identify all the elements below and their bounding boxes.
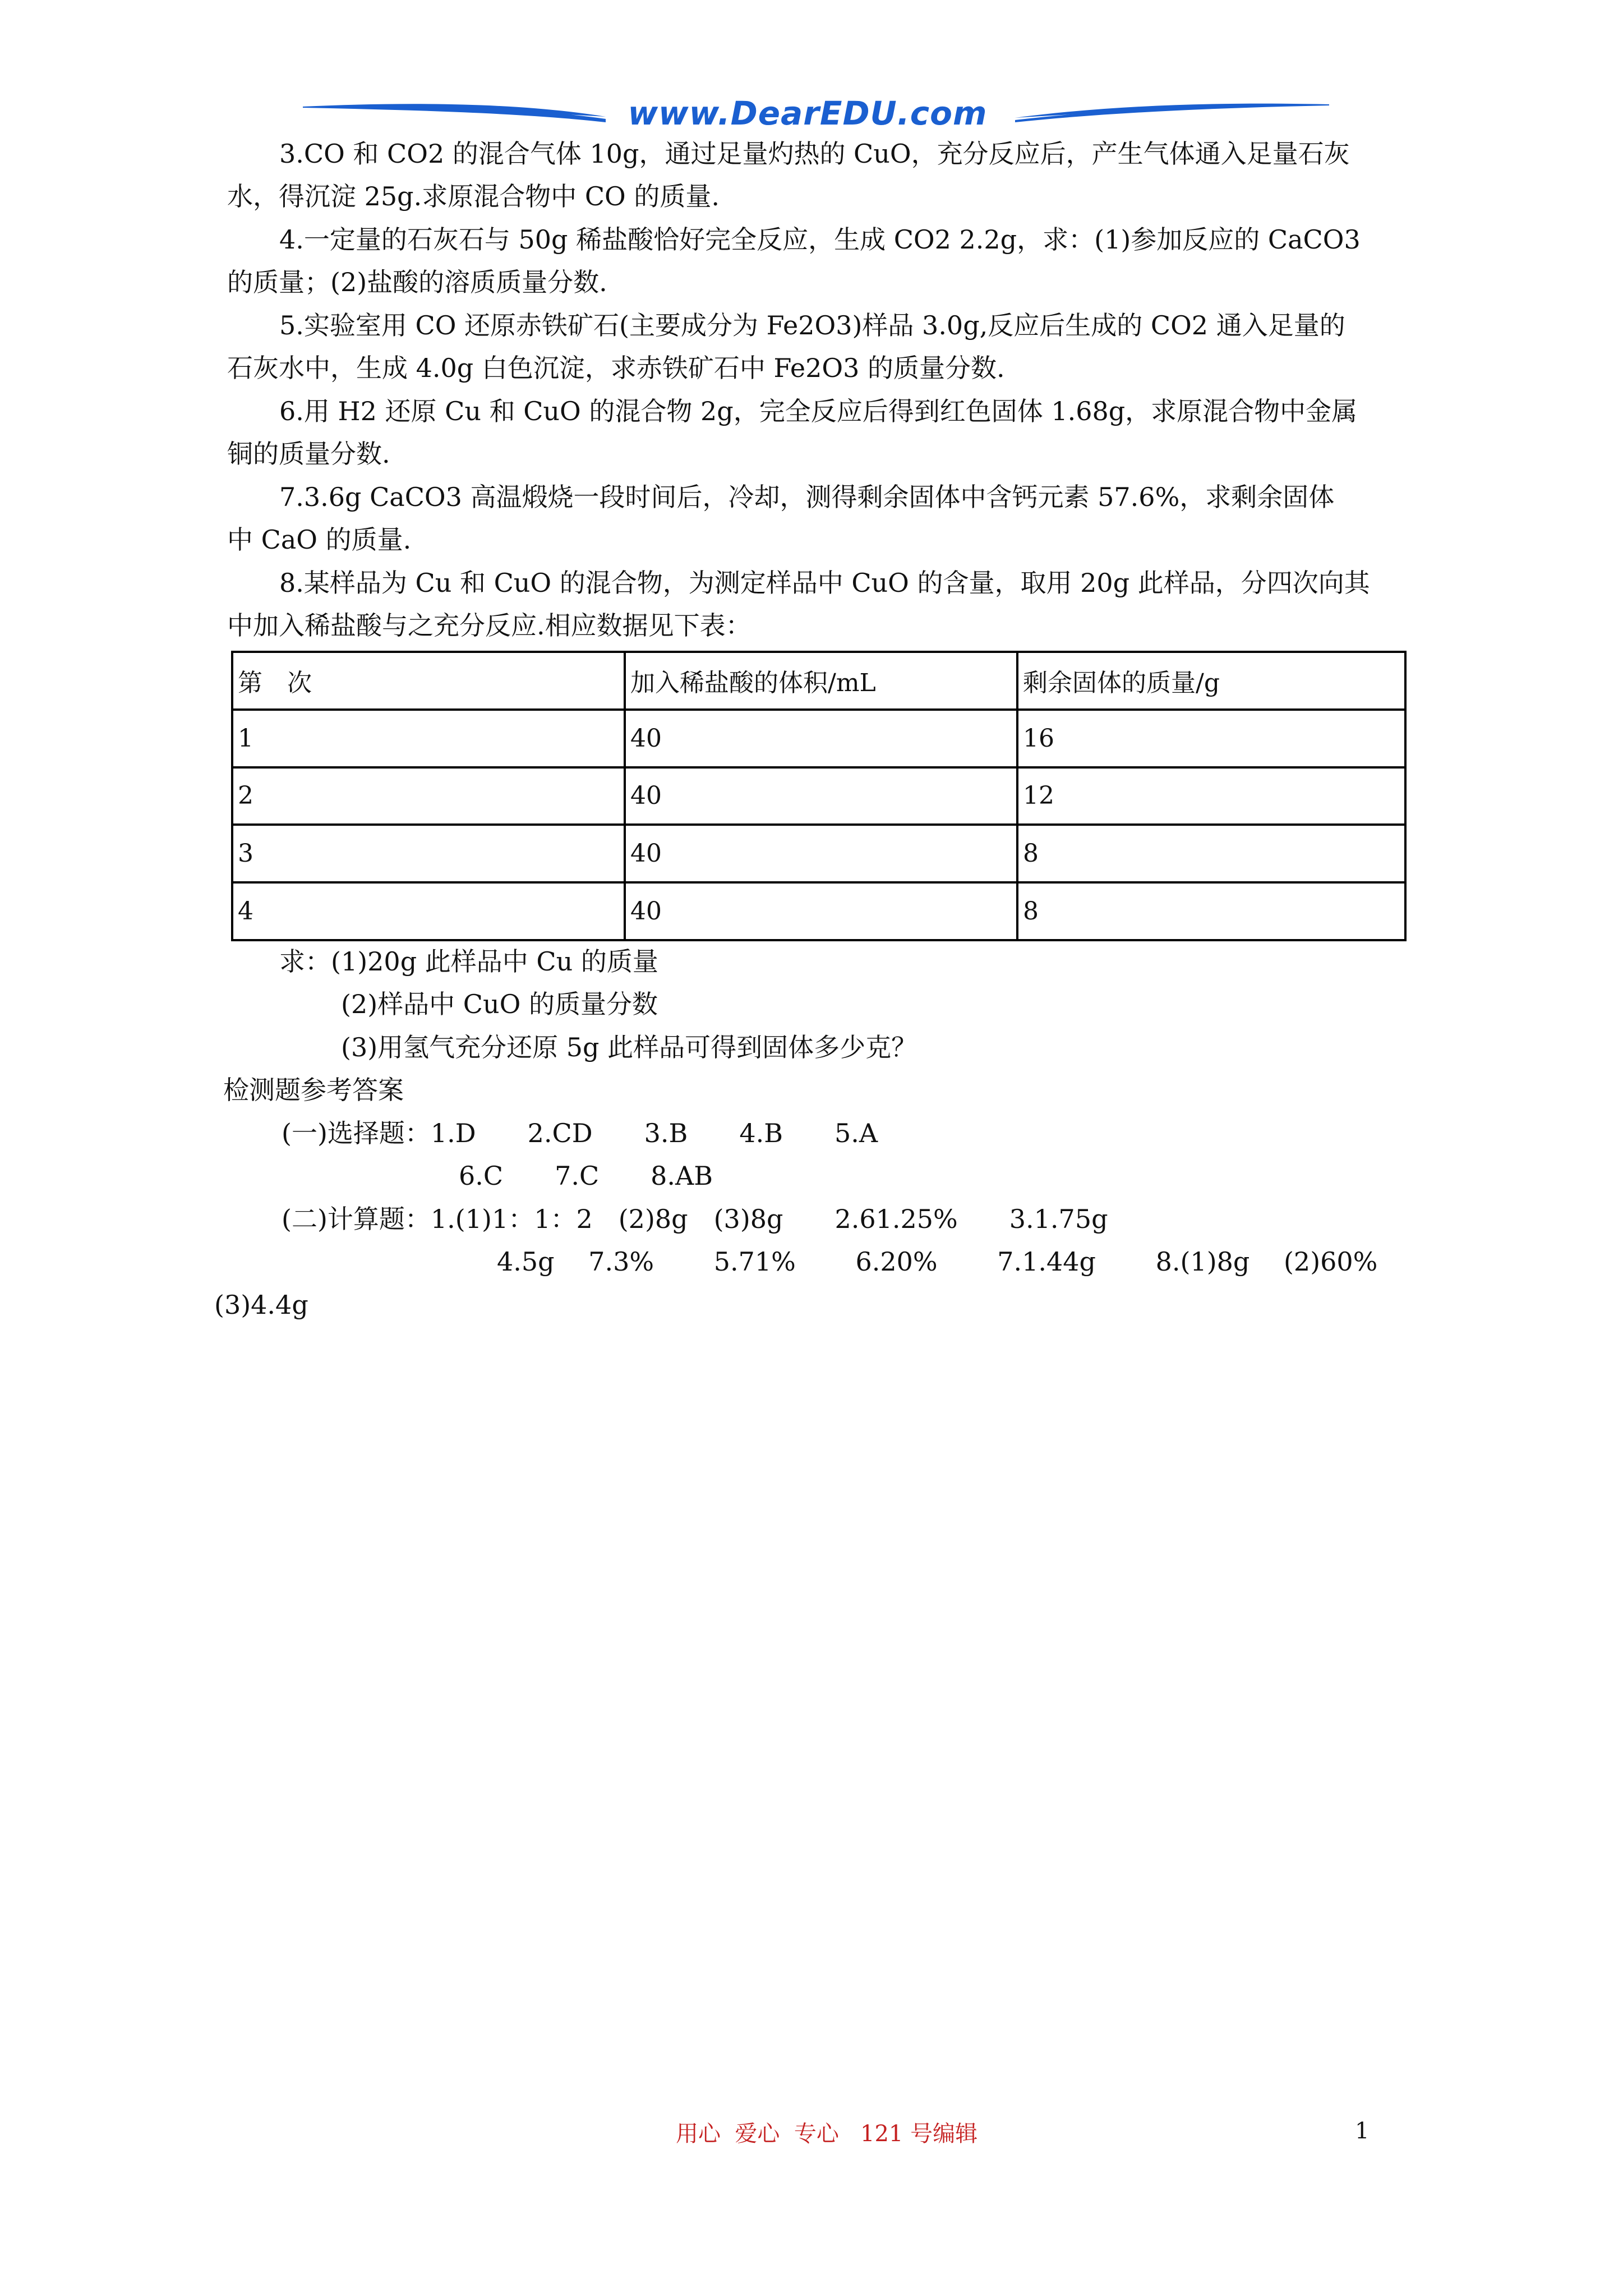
problem-5-line-1: 5.实验室用 CO 还原赤铁矿石(主要成分为 Fe2O3)样品 3.0g,反应后生成的 CO2 通入足量的 [279, 310, 1345, 341]
table-header-cell: 剩余固体的质量/g [1017, 652, 1405, 710]
problem-8-line-2: 中加入稀盐酸与之充分反应.相应数据见下表： [227, 610, 751, 641]
problem-6-line-2: 铜的质量分数. [227, 439, 390, 469]
problem-7-line-1: 7.3.6g CaCO3 高温煅烧一段时间后，冷却，测得剩余固体中含钙元素 57.6%，求剩余固体 [279, 482, 1335, 512]
problem-3-line-1: 3.CO 和 CO2 的混合气体 10g，通过足量灼热的 CuO，充分反应后，产生气体通入足量石灰 [279, 139, 1350, 169]
table-cell: 3 [232, 825, 625, 882]
answers-title: 检测题参考答案 [223, 1075, 404, 1105]
site-banner [303, 94, 1329, 139]
question-2: (2)样品中 CuO 的质量分数 [341, 989, 658, 1019]
problem-6-line-1: 6.用 H2 还原 Cu 和 CuO 的混合物 2g，完全反应后得到红色固体 1.68g，求原混合物中金属 [279, 396, 1358, 426]
table-row [232, 825, 1405, 882]
answers-choice-line-1: (一)选择题：1.D 2.CD 3.B 4.B 5.A [282, 1118, 878, 1148]
data-table [231, 651, 1407, 941]
page-number: 1 [1355, 2118, 1370, 2144]
answers-calc-line-3: (3)4.4g [214, 1290, 308, 1320]
answers-calc-line-2: 4.5g 7.3% 5.71% 6.20% 7.1.44g 8.(1)8g (2)60% [497, 1246, 1378, 1277]
question-1: 求：(1)20g 此样品中 Cu 的质量 [279, 946, 658, 977]
table-cell: 40 [625, 767, 1017, 825]
table-row [232, 710, 1405, 767]
problem-5-line-2: 石灰水中，生成 4.0g 白色沉淀，求赤铁矿石中 Fe2O3 的质量分数. [227, 353, 1005, 383]
problem-7-line-2: 中 CaO 的质量. [227, 524, 412, 555]
table-cell: 2 [232, 767, 625, 825]
table-cell: 40 [625, 882, 1017, 940]
table-cell: 16 [1017, 710, 1405, 767]
table-cell: 8 [1017, 825, 1405, 882]
table-row [232, 882, 1405, 940]
answers-calc-line-1: (二)计算题：1.(1)1：1：2 (2)8g (3)8g 2.61.25% 3.1.75g [282, 1204, 1108, 1234]
table-cell: 8 [1017, 882, 1405, 940]
table-row [232, 767, 1405, 825]
table-header-row [232, 652, 1405, 710]
table-cell: 12 [1017, 767, 1405, 825]
problem-3-line-2: 水，得沉淀 25g.求原混合物中 CO 的质量. [227, 181, 720, 211]
table-cell: 1 [232, 710, 625, 767]
table-cell: 4 [232, 882, 625, 940]
problem-4-line-1: 4.一定量的石灰石与 50g 稀盐酸恰好完全反应，生成 CO2 2.2g，求：(1)参加反应的 CaCO3 [279, 224, 1361, 255]
table-cell: 40 [625, 710, 1017, 767]
table-cell: 40 [625, 825, 1017, 882]
table-header-cell: 第 次 [232, 652, 625, 710]
table-header-cell: 加入稀盐酸的体积/mL [625, 652, 1017, 710]
problem-8-line-1: 8.某样品为 Cu 和 CuO 的混合物，为测定样品中 CuO 的含量，取用 20g 此样品，分四次向其 [279, 568, 1370, 598]
question-3: (3)用氢气充分还原 5g 此样品可得到固体多少克？ [341, 1032, 917, 1062]
site-url-text[interactable]: www.DearEDU.com [628, 94, 988, 132]
answers-choice-line-2: 6.C 7.C 8.AB [459, 1161, 713, 1191]
problem-4-line-2: 的质量；(2)盐酸的溶质质量分数. [227, 267, 607, 297]
footer-text: 用心 爱心 专心 121 号编辑 [676, 2121, 978, 2147]
